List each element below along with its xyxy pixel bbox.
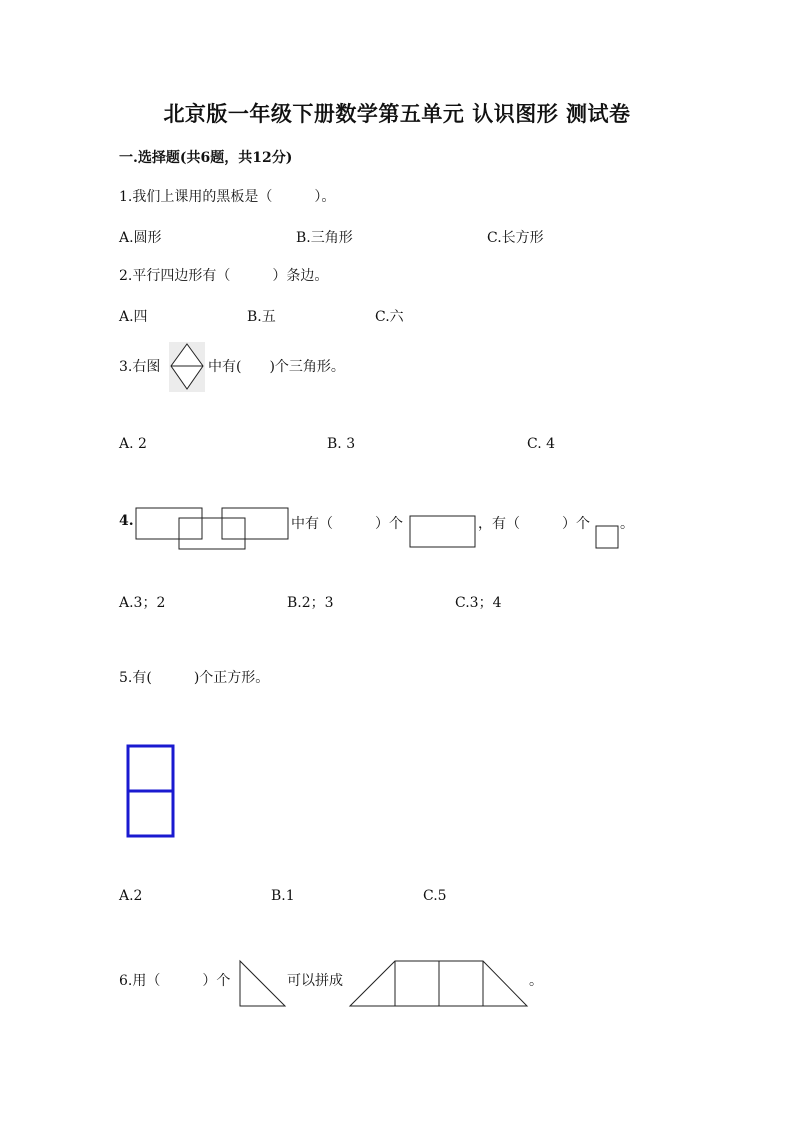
question-3-stem-start: 3.右图	[119, 359, 161, 375]
question-6-stem-part1: 6.用（ ）个	[119, 973, 231, 989]
rectangle-shape	[410, 516, 475, 547]
right-triangle-icon	[239, 960, 287, 1008]
question-5-stem: 5.有( )个正方形。	[119, 670, 270, 686]
right-triangle-shape	[240, 961, 285, 1006]
stacked-squares-figure	[126, 744, 176, 839]
question-4-stem-part3: 。	[620, 516, 634, 532]
trapezoid-figure	[349, 960, 529, 1008]
overlapping-rectangles-figure	[135, 507, 291, 551]
rectangle-left	[136, 508, 202, 539]
question-1-option-b[interactable]: B.三角形	[296, 230, 353, 246]
question-5-option-c[interactable]: C.5	[423, 888, 447, 904]
question-5-option-a[interactable]: A.2	[119, 888, 143, 904]
question-4-stem-part1: 中有（ ）个	[291, 516, 403, 532]
question-2-option-a[interactable]: A.四	[119, 309, 148, 325]
question-3-option-c[interactable]: C. 4	[527, 436, 556, 452]
question-4-option-c[interactable]: C.3；4	[455, 595, 502, 611]
question-4-stem-part2: ，有（ ）个	[478, 516, 590, 532]
square-shape	[596, 526, 618, 548]
question-4-number: 4.	[119, 513, 134, 529]
question-3-stem-end: 中有( )个三角形。	[208, 359, 345, 375]
rectangle-middle	[179, 518, 245, 549]
question-4-option-a[interactable]: A.3；2	[119, 595, 166, 611]
question-1-stem: 1.我们上课用的黑板是（ ）。	[119, 189, 336, 205]
rectangle-right	[222, 508, 288, 539]
question-2-stem: 2.平行四边形有（ ）条边。	[119, 268, 329, 284]
question-3-option-a[interactable]: A. 2	[119, 436, 147, 452]
question-6-stem-part3: 。	[529, 973, 543, 989]
question-1-option-a[interactable]: A.圆形	[119, 230, 162, 246]
question-2-option-b[interactable]: B.五	[247, 309, 276, 325]
question-5-option-b[interactable]: B.1	[271, 888, 295, 904]
question-2-option-c[interactable]: C.六	[375, 309, 404, 325]
rhombus-figure	[169, 342, 205, 392]
square-icon	[595, 525, 620, 550]
rectangle-icon	[409, 515, 477, 549]
question-6-stem-part2: 可以拼成	[287, 973, 343, 989]
question-3-option-b[interactable]: B. 3	[327, 436, 356, 452]
question-1-option-c[interactable]: C.长方形	[487, 230, 544, 246]
section-heading: 一.选择题(共6题，共12分)	[119, 150, 293, 166]
page-title: 北京版一年级下册数学第五单元 认识图形 测试卷	[163, 101, 631, 126]
question-4-option-b[interactable]: B.2；3	[287, 595, 334, 611]
